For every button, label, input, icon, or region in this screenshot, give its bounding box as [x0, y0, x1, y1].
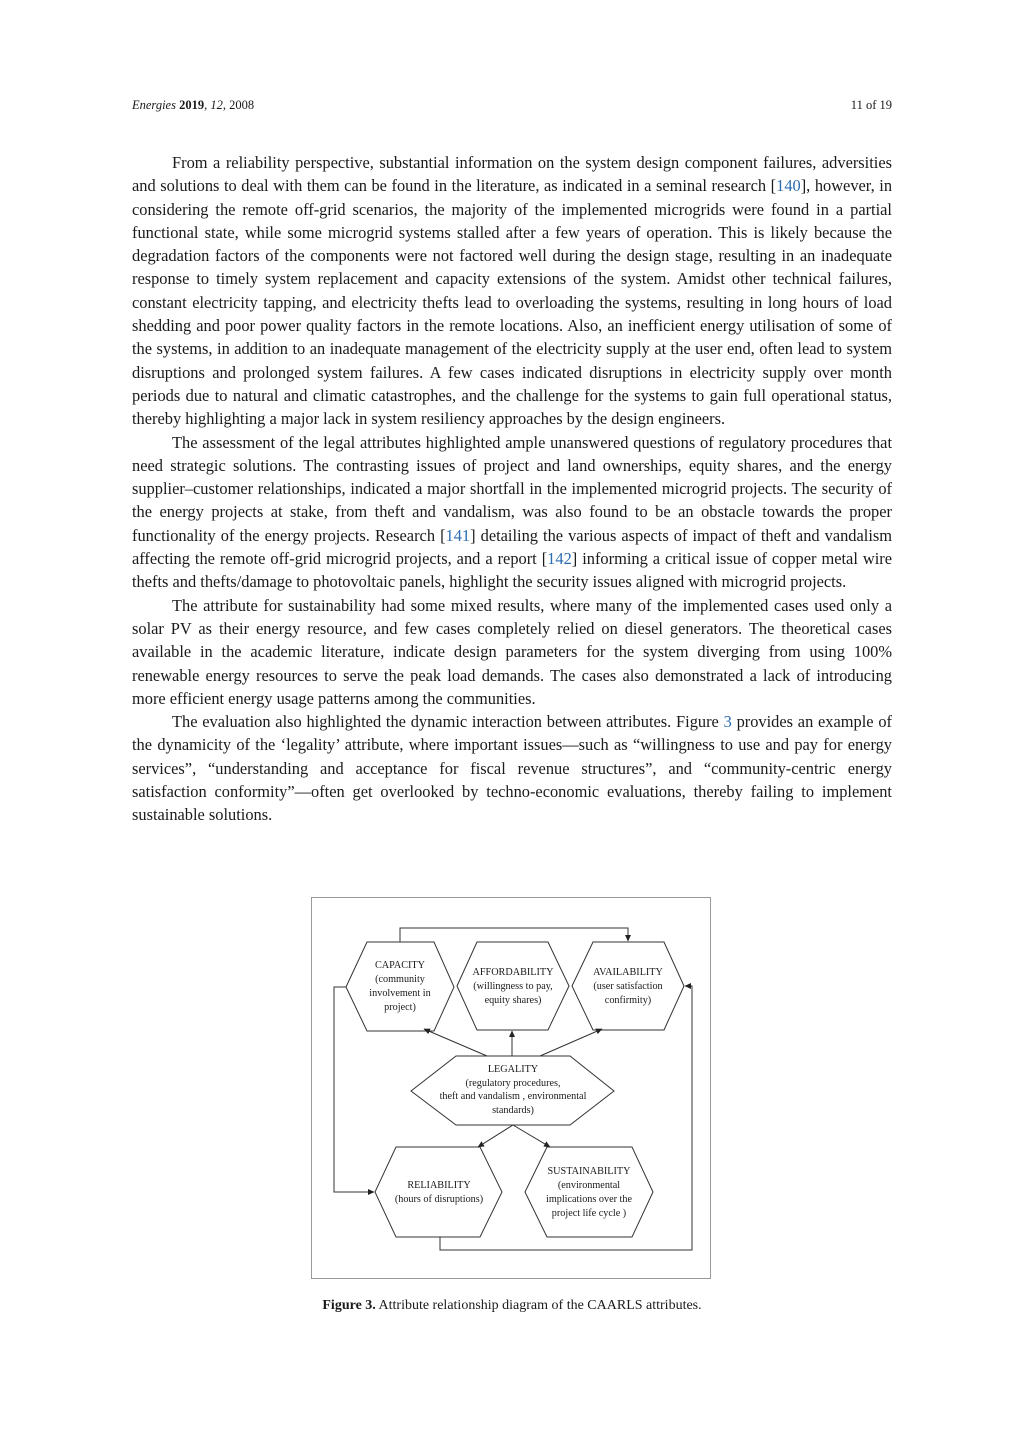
svg-text:standards): standards) [492, 1105, 534, 1116]
svg-text:project): project) [384, 1002, 416, 1013]
citation-link[interactable]: 3 [723, 712, 732, 732]
reliability-node [375, 1147, 502, 1237]
affordability-title: AFFORDABILITY [472, 967, 554, 978]
paragraph [132, 710, 892, 826]
svg-text:(community: (community [375, 974, 425, 985]
citation-link[interactable]: 141 [445, 525, 471, 545]
citation-link[interactable]: 140 [776, 176, 801, 196]
legality-to-capacity-arrow [424, 1029, 487, 1056]
paragraph-text: ], however, in considering the remote off-grid scenarios, the majority of the implemented microgrids were found in a partial functional state, while some microgrid systems stalled after a few years of operation. This is likely because the degradation factors of the components were not factored well during the design stage, resulting in an inadequate response to timely system replacement and capacity extensions of the system. Amidst other technical failures, constant electricity tapping, and electricity thefts lead to overloading the systems, resulting in long hours of load shedding and poor power quality factors in the remote locations. Also, an inefficient energy utilisation of some of the systems, in addition to an inadequate management of the electricity supply at the user end, often lead to system disruptions and prolonged system failures. A few cases indicated disruptions in electricity supply over month periods due to natural and climatic catastrophes, and the challenge for the systems to gain full operational status, thereby highlighting a major lack in system resiliency approaches by the design engineers. [132, 176, 893, 429]
paragraph [132, 431, 892, 594]
page-number: 11 of 19 [850, 98, 892, 112]
svg-text:(regulatory procedures,: (regulatory procedures, [465, 1078, 561, 1089]
figure-caption [132, 1296, 892, 1316]
capacity-node [346, 942, 454, 1031]
figure-3 [311, 897, 711, 1279]
citation-link[interactable]: 142 [547, 549, 572, 569]
paragraph-text: The assessment of the legal attributes highlighted ample unanswered questions of regulatory procedures that need strategic solutions. The contrasting issues of project and land ownerships, equity shares, and the energy supplier–customer relationships, indicated a major shortfall in the implemented microgrid projects. The security of the energy projects at stake, from theft and vandalism, was also found to be an obstacle towards the proper functionality of the energy projects. Research [ [132, 432, 892, 545]
figure-caption-text: Attribute relationship diagram of the CAARLS attributes. [378, 1298, 702, 1313]
capacity-to-availability-connector [400, 928, 628, 942]
paragraph-text: provides an example of the dynamicity of the ‘legality’ attribute, where important issues—such as “willingness to use and pay for energy services”, “understanding and acceptance for fiscal revenue structures”, and “community-centric energy satisfaction conformity”—often get overlooked by techno-economic evaluations, thereby failing to implement sustainable solutions. [132, 712, 892, 825]
svg-text:(willingness to pay,: (willingness to pay, [473, 981, 553, 992]
paragraph-text: The evaluation also highlighted the dynamic interaction between attributes. Figure [172, 712, 724, 732]
availability-title: AVAILABILITY [593, 967, 663, 978]
article-number: 2008 [229, 98, 255, 112]
page-header: Energies 2019, 12, 2008 11 of 19 [132, 98, 892, 112]
legality-to-availability-arrow [540, 1029, 602, 1056]
svg-text:(user satisfaction: (user satisfaction [593, 981, 663, 992]
attribute-relationship-diagram [312, 898, 712, 1280]
paragraph-text: From a reliability perspective, substantial information on the system design component failures, adversities and solutions to deal with them can be found in the literature, as indicated in a seminal research [ [132, 153, 892, 196]
legality-to-reliability-arrow [478, 1125, 513, 1147]
svg-text:project life cycle ): project life cycle ) [551, 1208, 627, 1219]
journal-volume: 12 [210, 98, 223, 112]
paragraph [132, 151, 892, 431]
paragraph-text: The attribute for sustainability had some mixed results, where many of the implemented cases used only a solar PV as their energy resource, and few cases completely relied on diesel generators. The theoretical cases available in the academic literature, indicate design parameters for the system diverging from using 100% renewable energy resources to serve the peak load demands. The cases also demonstrated a lack of introducing more efficient energy usage patterns among the communities. [132, 595, 892, 708]
sustainability-node [525, 1147, 653, 1237]
figure-caption-label: Figure 3. [322, 1298, 376, 1313]
svg-text:(environmental: (environmental [557, 1180, 621, 1191]
legality-to-sustainability-arrow [513, 1125, 550, 1147]
legality-title: LEGALITY [487, 1064, 539, 1075]
svg-text:theft and vandalism , environm: theft and vandalism , environmental [439, 1091, 587, 1102]
svg-text:confirmity): confirmity) [604, 995, 652, 1006]
journal-year: 2019 [179, 98, 205, 112]
capacity-title: CAPACITY [374, 960, 426, 971]
svg-text:equity shares): equity shares) [484, 995, 542, 1006]
svg-text:(hours of disruptions): (hours of disruptions) [394, 1194, 484, 1205]
paragraph-text: ] detailing the various aspects of impact of theft and vandalism affecting the remote off-grid microgrid projects, and a report [ [132, 525, 893, 569]
paragraph-text: ] informing a critical issue of copper metal wire thefts and thefts/damage to photovoltaic panels, highlight the security issues aligned with microgrid projects. [132, 549, 892, 592]
svg-text:involvement in: involvement in [369, 988, 431, 999]
svg-text:implications over the: implications over the [545, 1194, 633, 1205]
journal-name: Energies [132, 98, 176, 112]
reliability-title: RELIABILITY [407, 1180, 471, 1191]
sustainability-title: SUSTAINABILITY [547, 1166, 631, 1177]
body-text [132, 151, 892, 827]
paragraph [132, 594, 892, 710]
